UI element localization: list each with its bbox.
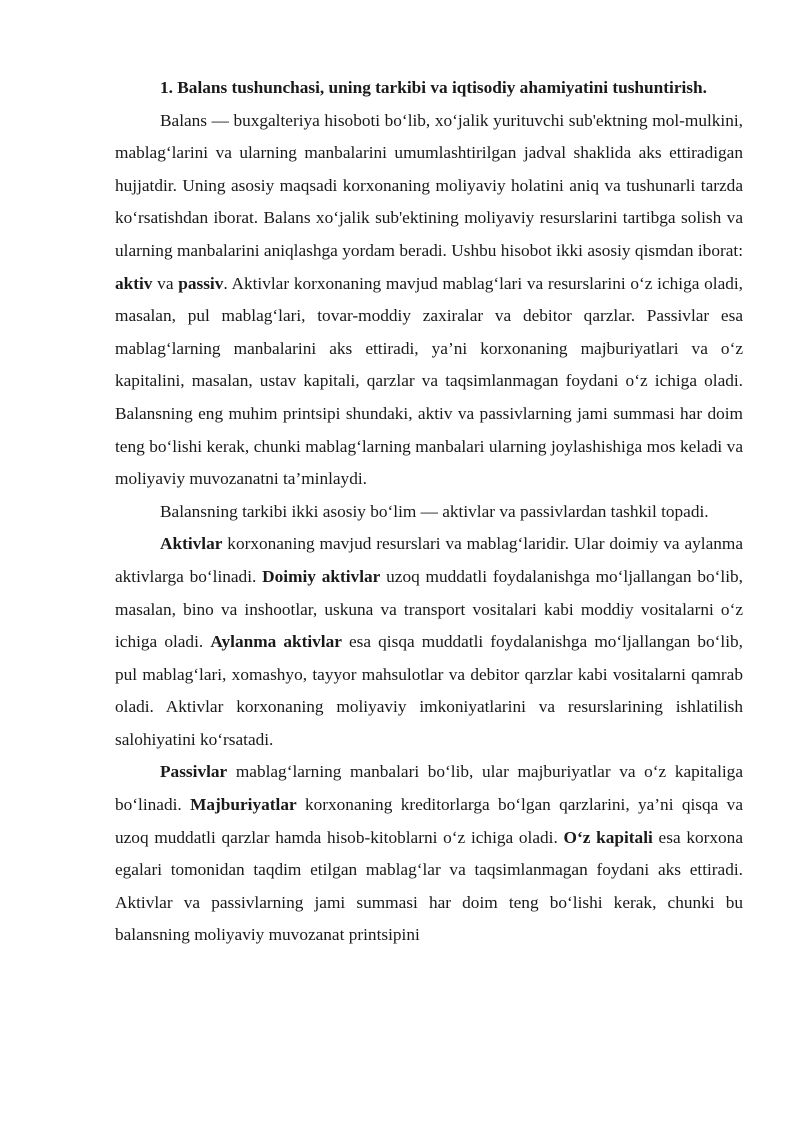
text-run: Balans — buxgalteriya hisoboti bo‘lib, xo‘jalik yurituvchi sub'ektning mol-mulkini, mablag‘larini va ularning manbalarini umumlashtirilgan jadval shaklida aks ettiradigan hujjatdir. Uning asosiy maqsadi korxonaning moliyaviy holatini aniq va tushunarli tarzda ko‘rsatishdan iborat. Balans xo‘jalik sub'ektining moliyaviy resurslarini tartibga solish va ularning manbalarini aniqlashga yordam beradi. Ushbu hisobot ikki asosiy qismdan iborat: [115, 110, 743, 260]
bold-term-aktiv: aktiv [115, 273, 153, 293]
text-run: esa korxona egalari tomonidan taqdim etilgan mablag‘lar va taqsimlanmagan foydani aks ettiradi. Aktivlar va passivlarning jami summasi har doim teng bo‘lishi kerak, chunki bu balansning moliyaviy muvozanat printsipini [115, 827, 743, 945]
text-run: . Aktivlar korxonaning mavjud mablag‘lari va resurslarini o‘z ichiga oladi, masalan, pul mablag‘lari, tovar-moddiy zaxiralar va debitor qarzlar. Passivlar esa mablag‘larning manbalarini aks ettiradi, ya’ni korxonaning majburiyatlari va o‘z kapitalini, masalan, ustav kapitali, qarzlar va taqsimlanmagan foydani o‘z ichiga oladi. Balansning eng muhim printsipi shundaki, aktiv va passivlarning jami summasi har doim teng bo‘lishi kerak, chunki mablag‘larning manbalari ularning joylashishiga mos keladi va moliyaviy muvozanatni ta’minlaydi. [115, 273, 743, 489]
text-run: uzoq muddatli foydalanishga mo‘ljallangan bo‘lib, masalan, bino va inshootlar, uskuna va transport vositalari kabi moddiy vositalarni o‘z ichiga oladi. [115, 566, 743, 652]
text-run: esa qisqa muddatli foydalanishga mo‘ljallangan bo‘lib, pul mablag‘lari, xomashyo, tayyor mahsulotlar va debitor qarzlar kabi vositalarni qamrab oladi. Aktivlar korxonaning moliyaviy imkoniyatlarini va resurslarining ishlatilish salohiyatini ko‘rsatadi. [115, 632, 743, 749]
paragraph-balance-structure [115, 496, 743, 529]
bold-term-doimiy-aktivlar: Doimiy aktivlar [262, 566, 381, 586]
bold-term-passivlar: Passivlar [160, 762, 228, 782]
paragraph-balance-definition [115, 105, 743, 496]
bold-term-aylanma-aktivlar: Aylanma aktivlar [210, 632, 342, 652]
paragraph-liabilities [115, 756, 743, 952]
section-heading-text: 1. Balans tushunchasi, uning tarkibi va iqtisodiy ahamiyatini tushuntirish. [160, 78, 707, 97]
text-run: Balansning tarkibi ikki asosiy bo‘lim — aktivlar va passivlardan tashkil topadi. [160, 501, 709, 521]
paragraph-assets [115, 528, 743, 756]
section-heading [115, 72, 743, 105]
bold-term-aktivlar: Aktivlar [160, 534, 223, 554]
bold-term-majburiyatlar: Majburiyatlar [190, 795, 297, 815]
text-run: va [152, 273, 179, 293]
text-run: korxonaning kreditorlarga bo‘lgan qarzlarini, ya’ni qisqa va uzoq muddatli qarzlar hamda hisob-kitoblarni o‘z ichiga oladi. [115, 795, 743, 847]
text-run: korxonaning mavjud resurslari va mablag‘laridir. Ular doimiy va aylanma aktivlarga bo‘linadi. [115, 534, 743, 586]
text-run: mablag‘larning manbalari bo‘lib, ular majburiyatlar va o‘z kapitaliga bo‘linadi. [115, 762, 743, 815]
bold-term-passiv: passiv [178, 273, 224, 293]
bold-term-oz-kapitali: O‘z kapitali [563, 827, 653, 847]
